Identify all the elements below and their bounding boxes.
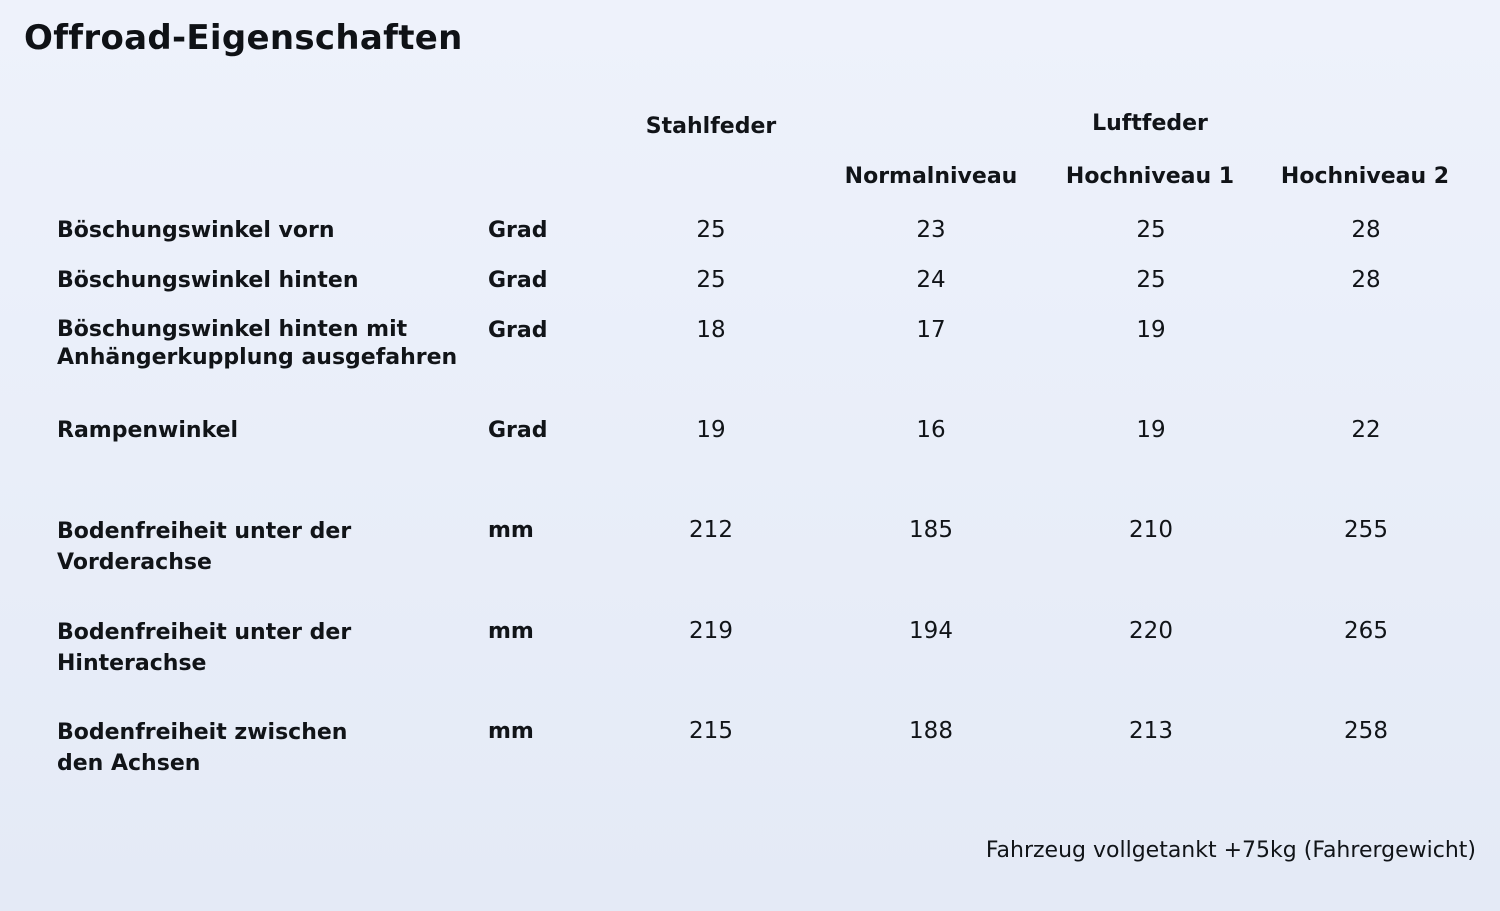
row-label: Böschungswinkel hinten: [57, 268, 359, 293]
value-hochniveau-1: 213: [1129, 718, 1173, 744]
value-hochniveau-1: 210: [1129, 517, 1173, 543]
table-row: [0, 617, 1500, 677]
value-normalniveau: 24: [916, 267, 946, 293]
value-stahlfeder: 215: [689, 718, 733, 744]
row-unit: Grad: [488, 418, 548, 443]
value-hochniveau-2: 265: [1344, 618, 1388, 644]
row-unit: Grad: [488, 318, 548, 343]
table-row: [0, 416, 1500, 476]
value-stahlfeder: 19: [696, 417, 726, 443]
value-hochniveau-2: 22: [1351, 417, 1381, 443]
value-normalniveau: 194: [909, 618, 953, 644]
table-row: [0, 717, 1500, 777]
value-hochniveau-2: 28: [1351, 267, 1381, 293]
row-unit: Grad: [488, 268, 548, 293]
row-label: Rampenwinkel: [57, 418, 239, 443]
value-hochniveau-1: 25: [1136, 217, 1166, 243]
header-hochniveau-2: Hochniveau 2: [1280, 164, 1450, 189]
value-stahlfeder: 18: [696, 317, 726, 343]
value-normalniveau: 23: [916, 217, 946, 243]
header-luftfeder: Luftfeder: [1092, 111, 1208, 136]
row-label: Bodenfreiheit unter der Hinterachse: [57, 620, 352, 676]
value-hochniveau-2: 258: [1344, 718, 1388, 744]
value-hochniveau-2: 28: [1351, 217, 1381, 243]
value-normalniveau: 188: [909, 718, 953, 744]
value-normalniveau: 185: [909, 517, 953, 543]
value-hochniveau-1: 19: [1136, 317, 1166, 343]
row-unit: mm: [488, 719, 534, 744]
value-stahlfeder: 25: [696, 267, 726, 293]
page-title: Offroad-Eigenschaften: [24, 18, 463, 58]
table-row: [0, 316, 1500, 376]
value-stahlfeder: 219: [689, 618, 733, 644]
value-stahlfeder: 212: [689, 517, 733, 543]
row-label: Bodenfreiheit zwischen den Achsen: [57, 720, 348, 776]
value-stahlfeder: 25: [696, 217, 726, 243]
row-unit: mm: [488, 518, 534, 543]
row-label: Böschungswinkel vorn: [57, 218, 335, 243]
row-label: Böschungswinkel hinten mit Anhängerkupplung ausgefahren: [57, 317, 458, 370]
footnote: Fahrzeug vollgetankt +75kg (Fahrergewicht): [985, 838, 1476, 863]
header-hochniveau-1: Hochniveau 1: [1065, 164, 1235, 189]
table-row: [0, 516, 1500, 576]
value-hochniveau-1: 220: [1129, 618, 1173, 644]
value-hochniveau-1: 25: [1136, 267, 1166, 293]
value-hochniveau-2: 255: [1344, 517, 1388, 543]
row-label: Bodenfreiheit unter der Vorderachse: [57, 519, 352, 575]
value-normalniveau: 16: [916, 417, 946, 443]
value-hochniveau-1: 19: [1136, 417, 1166, 443]
row-unit: mm: [488, 619, 534, 644]
header-normalniveau: Normalniveau: [844, 164, 1018, 189]
header-stahlfeder: Stahlfeder: [645, 114, 777, 139]
row-unit: Grad: [488, 218, 548, 243]
value-normalniveau: 17: [916, 317, 946, 343]
